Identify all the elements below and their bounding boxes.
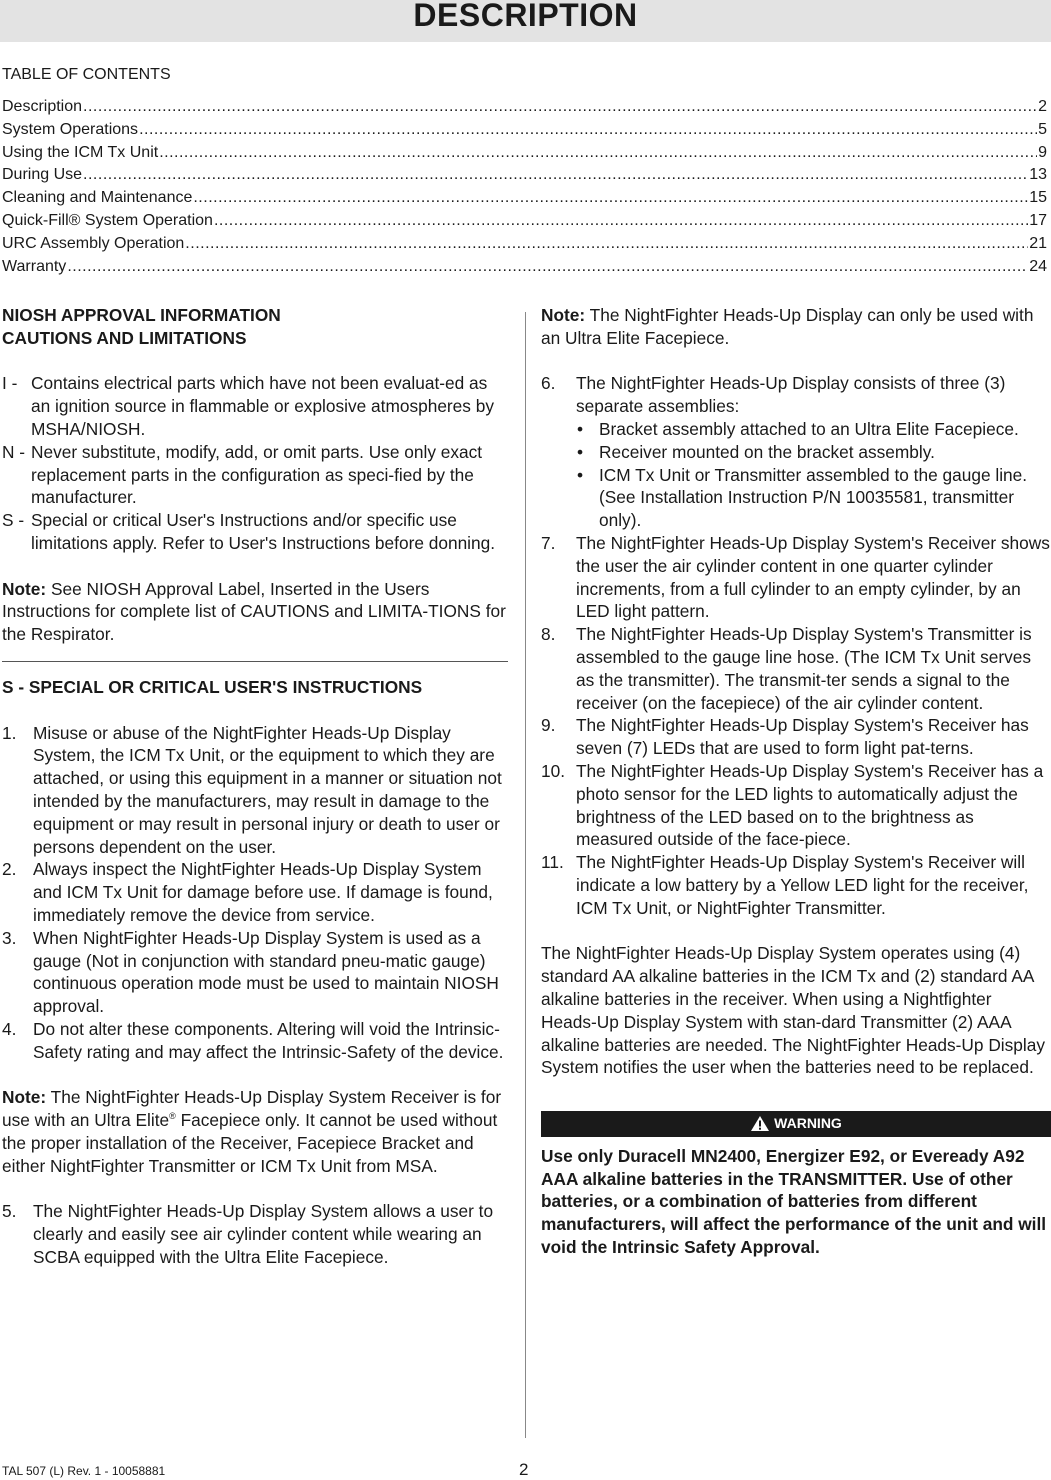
- bullet-icon: •: [577, 464, 584, 485]
- dot-leader: [214, 210, 1028, 233]
- warning-banner: [541, 1111, 1051, 1137]
- niosh-heading: NIOSH APPROVAL INFORMATION: [2, 305, 281, 325]
- assembly-bullet-list: [575, 418, 1051, 532]
- toc-entry-label: Warranty: [2, 257, 67, 275]
- note-text-a: The NightFighter Heads-Up Display System Receiver is for use with an Ultra Elite: [2, 1087, 502, 1131]
- receiver-note: [2, 1086, 508, 1177]
- item-number: 6.: [541, 373, 556, 394]
- left-column: [2, 304, 508, 1269]
- caution-code: N -: [2, 441, 26, 462]
- item-number: 1.: [2, 722, 17, 743]
- item-number: 11.: [541, 852, 564, 873]
- item-text: Do not alter these components. Altering will void the Intrinsic-Safety rating and may affect the Intrinsic-Safety of the device.: [33, 1018, 504, 1062]
- bullet-icon: •: [577, 441, 584, 462]
- bullet-item: [575, 464, 1051, 532]
- toc-entry-page: 5: [1038, 120, 1047, 138]
- caution-text: Contains electrical parts which have not been evaluat-ed as an ignition source in flammable or explosive atmospheres by MSHA/NIOSH.: [31, 373, 494, 439]
- item-text: Always inspect the NightFighter Heads-Up Display System and ICM Tx Unit for damage before use. If damage is found, immediately remove the device from service.: [33, 859, 493, 925]
- warning-text: Use only Duracell MN2400, Energizer E92, or Eveready A92 AAA alkaline batteries in the TRANSMITTER. Use of other batteries, or a combination of batteries from different manufacturers, will affect the performance of the unit and will void the Intrinsic Safety Approval.: [541, 1145, 1047, 1258]
- item-number: 7.: [541, 532, 556, 553]
- caution-item: [2, 441, 508, 509]
- instruction-item: [2, 722, 508, 859]
- bullet-text: ICM Tx Unit or Transmitter assembled to the gauge line. (See Installation Instruction P/N 10035581, transmitter only).: [599, 464, 1028, 531]
- battery-paragraph: The NightFighter Heads-Up Display System operates using (4) standard AA alkaline batteries in the ICM Tx and (2) standard AA alkaline batteries in the receiver. When using a Nightfighter Heads-Up Display System with stan-dard Transmitter (2) AAA alkaline batteries are needed. The NightFighter Heads-Up Display System notifies the user when the batteries need to be replaced.: [541, 943, 1045, 1078]
- section-divider: [2, 661, 508, 662]
- toc-entry[interactable]: [2, 96, 1047, 119]
- page-title: DESCRIPTION: [413, 0, 638, 33]
- caution-code: S -: [2, 510, 25, 531]
- note-label: Note:: [541, 305, 586, 325]
- dot-leader: [83, 96, 1037, 119]
- bullet-text: Receiver mounted on the bracket assembly.: [599, 441, 935, 462]
- note-label: Note:: [2, 578, 47, 599]
- right-column: [541, 304, 1051, 1259]
- item-number: 9.: [541, 715, 556, 736]
- caution-text: Special or critical User's Instructions and/or specific use limitations apply. Refer to User's Instructions before donning.: [31, 510, 496, 553]
- toc-entry[interactable]: [2, 256, 1047, 279]
- warning-label: WARNING: [774, 1115, 842, 1132]
- item-number: 2.: [2, 859, 17, 880]
- warning-triangle-icon: [750, 1115, 770, 1132]
- item-text: The NightFighter Heads-Up Display System's Receiver will indicate a low battery by a Yellow LED light for the receiver, ICM Tx Unit, or NightFighter Transmitter.: [576, 852, 1029, 918]
- caution-code: I -: [2, 373, 18, 394]
- caution-text: Never substitute, modify, add, or omit parts. Use only exact replacement parts in the configuration as speci-fied by the manufacturer.: [31, 441, 483, 508]
- dot-leader: [83, 164, 1028, 187]
- instruction-item: [2, 858, 508, 926]
- section-header-bar: [0, 0, 1051, 42]
- column-divider: [525, 312, 526, 1438]
- bullet-item: [575, 441, 1051, 464]
- toc-entry-label: Description: [2, 98, 83, 115]
- toc-entry-page: 21: [1029, 234, 1047, 252]
- item-number: 3.: [2, 927, 17, 948]
- item-number: 8.: [541, 624, 556, 645]
- toc-entry-label: System Operations: [2, 120, 139, 138]
- toc-entry[interactable]: [2, 119, 1047, 142]
- note-text-b: Facepiece only. It cannot be used without the proper installation of the Receiver, Facepiece Bracket and either NightFighter Transmitter or ICM Tx Unit from MSA.: [2, 1110, 498, 1176]
- page-number: 2: [519, 1460, 529, 1479]
- toc-entry-page: 13: [1029, 166, 1047, 184]
- item-text: The NightFighter Heads-Up Display consists of three (3) separate assemblies:: [576, 373, 1006, 417]
- dot-leader: [139, 119, 1037, 142]
- note-text: See NIOSH Approval Label, Inserted in the Users Instructions for complete list of CAUTIONS and LIMITA-TIONS for the Respirator.: [2, 578, 506, 645]
- instruction-item: [2, 1018, 508, 1064]
- toc-entry[interactable]: [2, 187, 1047, 210]
- item-text: Misuse or abuse of the NightFighter Heads-Up Display System, the ICM Tx Unit, or the equipment to which they are attached, or using this equipment in a manner or situation not intended by the manufacturers, may result in damage to the equipment or may result in personal injury or death to user or persons dependent on the user.: [33, 722, 502, 857]
- item-text: The NightFighter Heads-Up Display System allows a user to clearly and easily see air cylinder content while wearing an SCBA equipped with the Ultra Elite Facepiece.: [33, 1201, 494, 1267]
- special-instructions-heading: S - SPECIAL OR CRITICAL USER'S INSTRUCTIONS: [2, 676, 423, 697]
- toc-heading: TABLE OF CONTENTS: [2, 66, 171, 83]
- toc-entry[interactable]: [2, 164, 1047, 187]
- bullet-text: Bracket assembly attached to an Ultra Elite Facepiece.: [599, 418, 1019, 439]
- instruction-item: [541, 851, 1051, 919]
- note-text: The NightFighter Heads-Up Display can only be used with an Ultra Elite Facepiece.: [541, 305, 1034, 348]
- toc-entry-label: Cleaning and Maintenance: [2, 189, 193, 207]
- toc-entry-page: 9: [1038, 143, 1047, 161]
- toc-entry-label: During Use: [2, 166, 83, 184]
- toc-entry-label: Quick-Fill® System Operation: [2, 211, 213, 229]
- dot-leader: [185, 233, 1028, 256]
- item-text: The NightFighter Heads-Up Display System's Receiver shows the user the air cylinder content in one quarter cylinder increments, from a full cylinder to an empty cylinder, by an LED light pattern.: [576, 532, 1050, 622]
- document-reference: TAL 507 (L) Rev. 1 - 10058881: [2, 1464, 166, 1478]
- instruction-item: [2, 927, 508, 1018]
- item-text: The NightFighter Heads-Up Display System's Receiver has seven (7) LEDs that are used to form light pat-terns.: [576, 715, 1029, 759]
- dot-leader: [193, 187, 1028, 210]
- toc-entry-label: Using the ICM Tx Unit: [2, 143, 159, 161]
- bullet-item: [575, 418, 1051, 441]
- instruction-item: [2, 1200, 508, 1268]
- toc-entry-page: 2: [1038, 98, 1047, 115]
- facepiece-note: [541, 304, 1051, 350]
- dot-leader: [159, 142, 1037, 165]
- toc-entry-page: 15: [1029, 189, 1047, 207]
- niosh-note: [2, 578, 508, 646]
- caution-item: [2, 509, 508, 555]
- toc-entry[interactable]: [2, 142, 1047, 165]
- toc-entry[interactable]: [2, 233, 1047, 256]
- note-label: Note:: [2, 1087, 47, 1108]
- toc-entry-page: 17: [1029, 211, 1047, 229]
- registered-mark: ®: [169, 1111, 176, 1122]
- item-text: The NightFighter Heads-Up Display System's Receiver has a photo sensor for the LED lights to automatically adjust the brightness of the LED based on to the brightness as measured outside of the face-piece.: [576, 760, 1044, 850]
- instruction-item: [541, 714, 1051, 760]
- toc-entry-label: URC Assembly Operation: [2, 234, 185, 252]
- caution-item: [2, 372, 508, 440]
- item-text: The NightFighter Heads-Up Display System's Transmitter is assembled to the gauge line hose. (The ICM Tx Unit serves as the transmitter). The transmit-ter sends a signal to the receiver (on the facepiece) of the air cylinder content.: [576, 624, 1032, 713]
- item-text: When NightFighter Heads-Up Display System is used as a gauge (Not in conjunction with standard pneu-matic gauge) continuous operation mode must be used to maintain NIOSH approval.: [33, 927, 499, 1017]
- dot-leader: [67, 256, 1028, 279]
- cautions-heading: CAUTIONS AND LIMITATIONS: [2, 327, 247, 348]
- toc-entry[interactable]: [2, 210, 1047, 233]
- instruction-item: [541, 623, 1051, 714]
- toc-entry-page: 24: [1029, 257, 1047, 275]
- item-number: 5.: [2, 1201, 17, 1222]
- item-number: 10.: [541, 760, 566, 781]
- table-of-contents: [2, 96, 1047, 278]
- instruction-item: [541, 760, 1051, 851]
- item-number: 4.: [2, 1018, 17, 1039]
- instruction-item: [541, 372, 1051, 418]
- instruction-item: [541, 532, 1051, 623]
- bullet-icon: •: [577, 418, 584, 439]
